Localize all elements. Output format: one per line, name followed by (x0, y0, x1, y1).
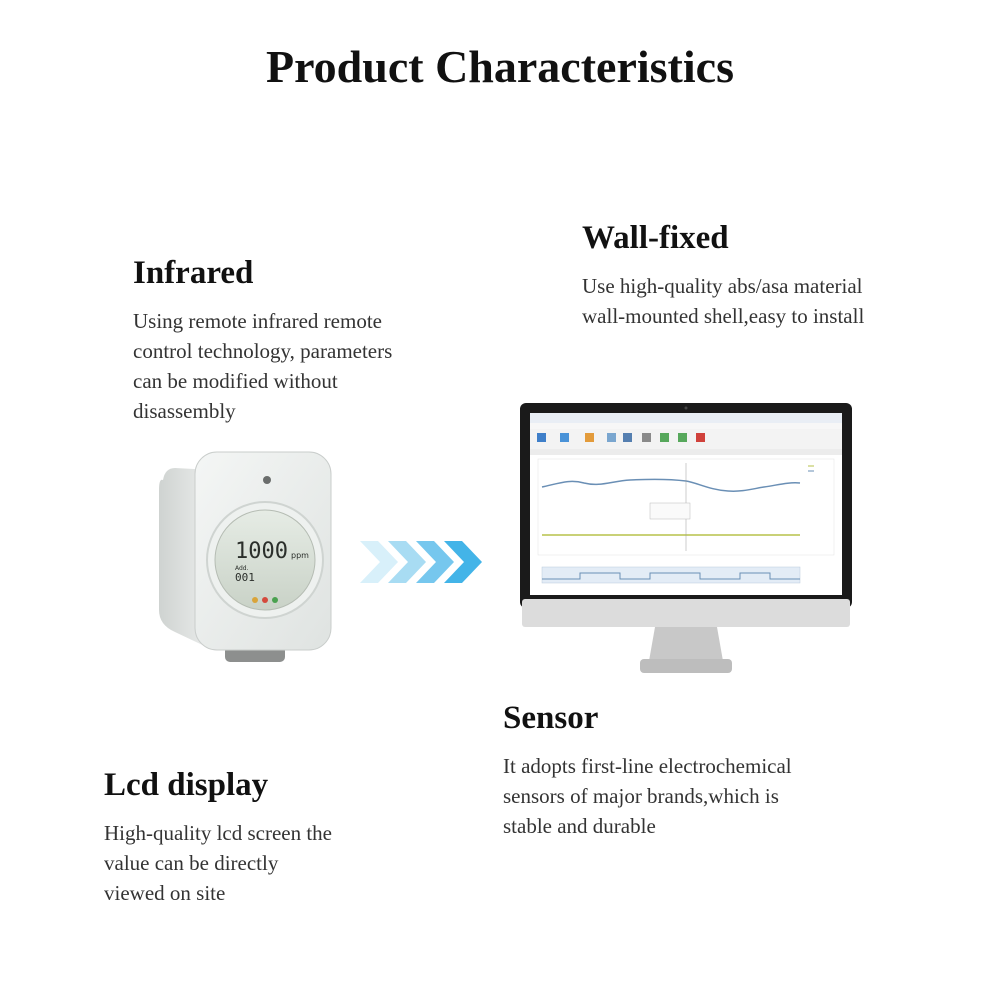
toolbar-icon (585, 433, 594, 442)
monitor-stand (649, 627, 723, 661)
led-red (262, 597, 268, 603)
computer-monitor-image (520, 403, 852, 675)
chart-range-navigator (542, 567, 800, 583)
toolbar-icon (623, 433, 632, 442)
feature-wall-fixed (582, 220, 942, 331)
toolbar-icon (537, 433, 546, 442)
feature-lcd-line: value can be directly (104, 851, 279, 875)
page-title: Product Characteristics (266, 41, 734, 92)
monitor-base (640, 659, 732, 673)
feature-infrared-heading: Infrared (133, 255, 254, 291)
feature-wall-text (582, 271, 942, 331)
lcd-reading: 1000 (235, 539, 288, 564)
feature-lcd-line: viewed on site (104, 881, 226, 905)
feature-lcd-heading: Lcd display (104, 767, 269, 803)
toolbar-icon (678, 433, 687, 442)
toolbar-icon (607, 433, 616, 442)
toolbar-icon (696, 433, 705, 442)
feature-infrared-line: can be modified without (133, 369, 338, 393)
chevron-right-icon (360, 541, 398, 583)
feature-lcd-display (104, 767, 404, 908)
feature-sensor (503, 700, 853, 841)
led-green (272, 597, 278, 603)
led-yellow (252, 597, 258, 603)
transfer-arrows-icon (358, 535, 483, 590)
feature-lcd-line: High-quality lcd screen the (104, 821, 333, 845)
feature-infrared-text (133, 306, 453, 426)
toolbar-icon (660, 433, 669, 442)
chart-tooltip (650, 503, 690, 519)
toolbar-icon (560, 433, 569, 442)
toolbar-icon (642, 433, 651, 442)
feature-infrared (133, 255, 453, 426)
lcd-address-label: Add. (235, 565, 249, 572)
feature-infrared-line: control technology, parameters (133, 339, 393, 363)
feature-lcd-text (104, 818, 404, 908)
co2-monitor-device-image (155, 450, 335, 665)
feature-wall-line: wall-mounted shell,easy to install (582, 304, 865, 328)
feature-sensor-line: sensors of major brands,which is (503, 784, 779, 808)
feature-sensor-line: It adopts first-line electrochemical (503, 754, 792, 778)
software-titlebar (530, 413, 842, 423)
feature-sensor-heading: Sensor (503, 700, 599, 736)
feature-wall-heading: Wall-fixed (582, 220, 729, 256)
feature-sensor-line: stable and durable (503, 814, 656, 838)
lcd-unit: ppm (291, 551, 309, 560)
lcd-address: 001 (235, 571, 255, 584)
feature-infrared-line: disassembly (133, 399, 236, 423)
monitor-chin (522, 599, 850, 627)
feature-infrared-line: Using remote infrared remote (133, 309, 382, 333)
feature-wall-line: Use high-quality abs/asa material (582, 274, 863, 298)
feature-sensor-text (503, 751, 853, 841)
ir-window (263, 476, 271, 484)
